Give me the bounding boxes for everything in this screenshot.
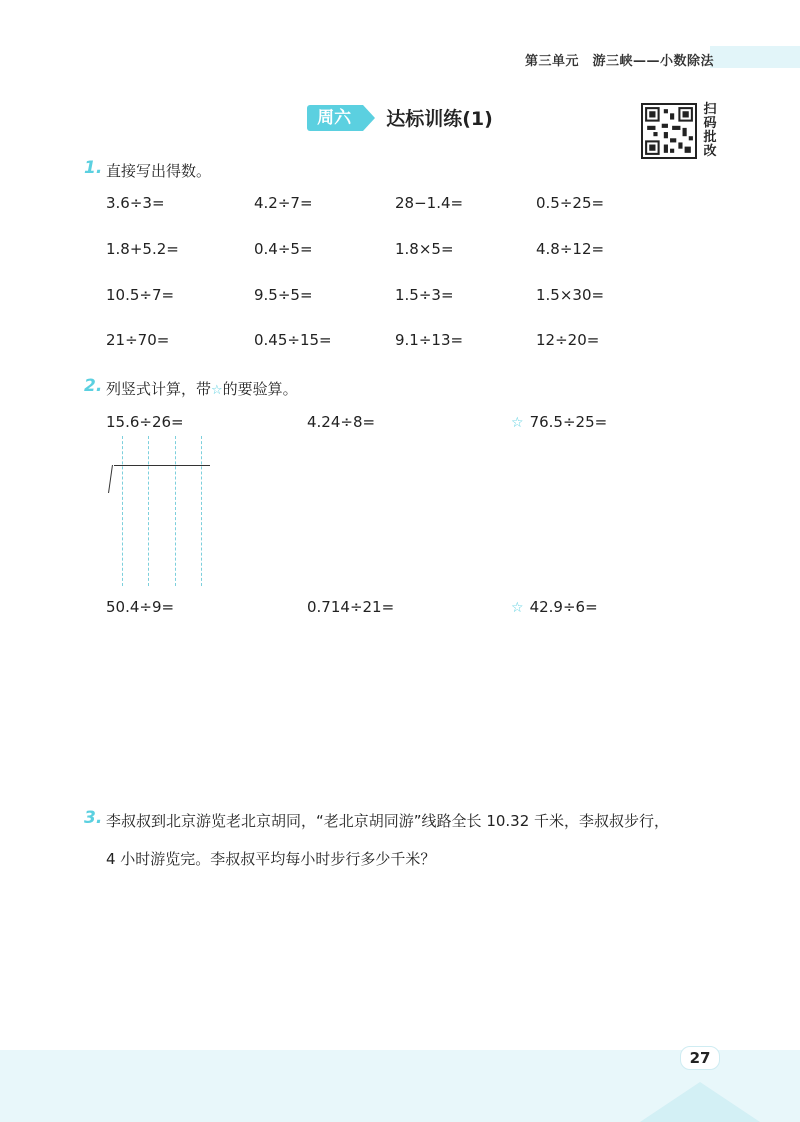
guide-dashed-line	[148, 436, 149, 586]
division-bracket-side	[108, 465, 118, 493]
q2-item-starred	[511, 598, 598, 616]
q1-item: 0.5÷25=	[536, 194, 605, 212]
q2-number: 2.	[84, 376, 103, 396]
q2-item: 0.714÷21=	[307, 598, 395, 616]
star-icon: ☆	[511, 415, 524, 431]
q1-number: 1.	[84, 158, 103, 178]
star-icon: ☆	[211, 383, 223, 398]
day-badge: 周六	[307, 105, 363, 131]
q1-item: 9.5÷5=	[254, 286, 313, 304]
q2-prompt-before: 列竖式计算，带	[106, 380, 212, 398]
q3-number: 3.	[84, 808, 103, 828]
q1-item: 9.1÷13=	[395, 331, 464, 349]
q1-item: 1.8+5.2=	[106, 240, 179, 258]
q2-item-text: 76.5÷25=	[529, 413, 608, 431]
title-text: 达标训练(1)	[386, 108, 493, 130]
q2-item: 15.6÷26=	[106, 413, 184, 431]
qr-code-icon[interactable]	[641, 103, 697, 159]
q1-item: 4.8÷12=	[536, 240, 605, 258]
q2-item: 4.24÷8=	[307, 413, 376, 431]
q1-prompt: 直接写出得数。	[106, 162, 212, 180]
q3-text-line2: 4 小时游览完。李叔叔平均每小时步行多少千米？	[106, 850, 436, 868]
q2-item-text: 42.9÷6=	[529, 598, 598, 616]
q2-prompt-after: 的要验算。	[222, 380, 298, 398]
q1-item: 0.4÷5=	[254, 240, 313, 258]
q2-item-starred	[511, 413, 607, 431]
division-bracket-top	[114, 465, 210, 466]
guide-dashed-line	[175, 436, 176, 586]
q1-item: 1.8×5=	[395, 240, 454, 258]
q3-text-line1: 李叔叔到北京游览老北京胡同，“老北京胡同游”线路全长 10.32 千米，李叔叔步行，	[106, 812, 670, 830]
star-icon: ☆	[511, 600, 524, 616]
footer-decoration	[640, 1082, 760, 1122]
qr-caption: 扫码批改	[703, 102, 717, 159]
q1-item: 3.6÷3=	[106, 194, 165, 212]
header-band	[710, 46, 800, 68]
q1-item: 12÷20=	[536, 331, 600, 349]
q1-item: 1.5×30=	[536, 286, 605, 304]
q1-item: 1.5÷3=	[395, 286, 454, 304]
q1-item: 21÷70=	[106, 331, 170, 349]
q1-item: 10.5÷7=	[106, 286, 175, 304]
guide-dashed-line	[122, 436, 123, 586]
q1-item: 4.2÷7=	[254, 194, 313, 212]
guide-dashed-line	[201, 436, 202, 586]
q2-item: 50.4÷9=	[106, 598, 175, 616]
page-number: 27	[680, 1046, 720, 1070]
unit-title: 第三单元 游三峡——小数除法	[524, 54, 714, 69]
q2-prompt	[106, 378, 298, 399]
q1-item: 28−1.4=	[395, 194, 464, 212]
q1-item: 0.45÷15=	[254, 331, 332, 349]
